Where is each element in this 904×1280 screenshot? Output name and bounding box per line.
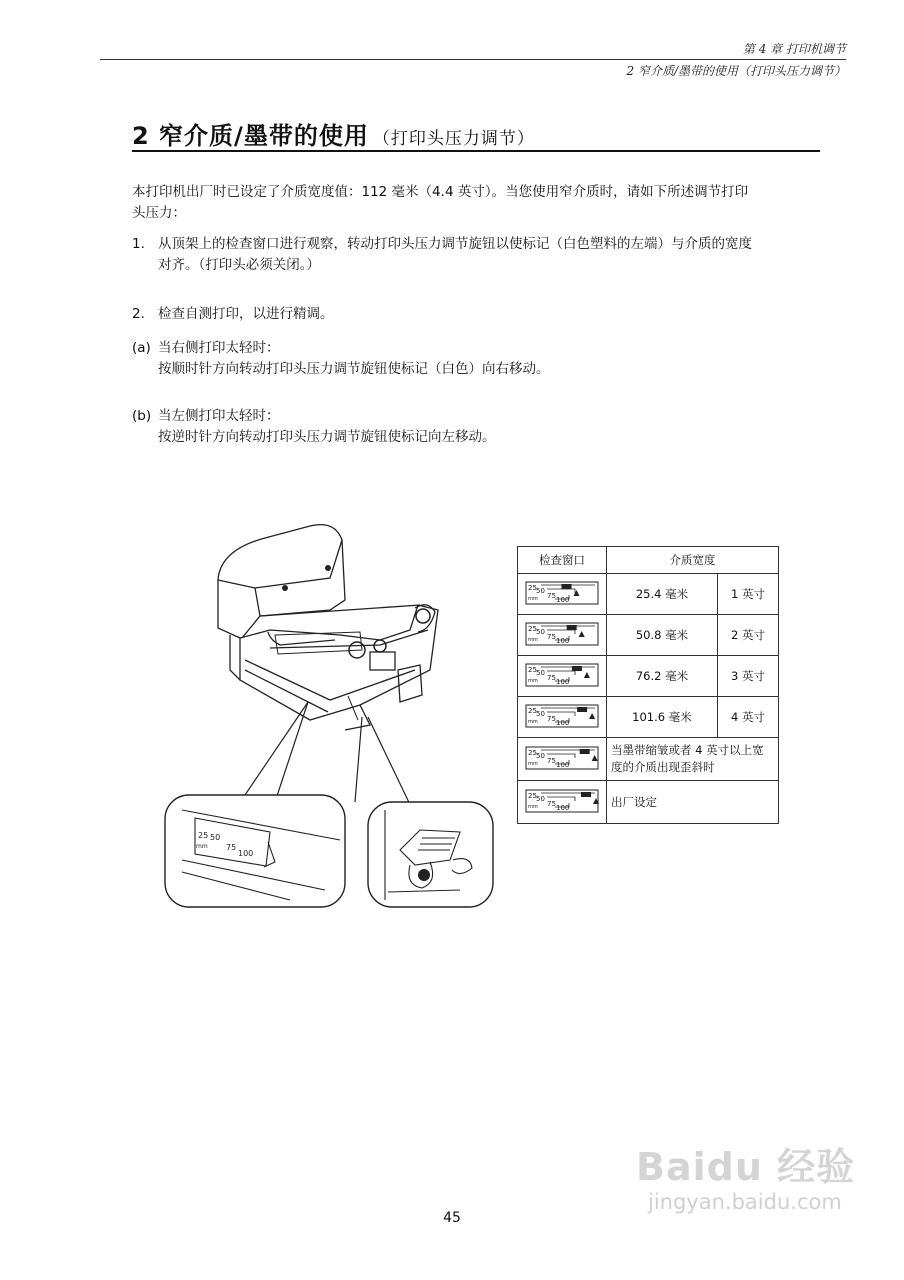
width-inch: 3 英寸: [717, 656, 778, 697]
step-text: 从顶架上的检查窗口进行观察，转动打印头压力调节旋钮以使标记（白色塑料的左端）与介质的宽度: [158, 236, 752, 252]
table-row: [518, 738, 779, 781]
svg-text:mm: mm: [528, 718, 538, 725]
detail-scale-75: 75: [226, 843, 237, 852]
svg-text:75: 75: [547, 591, 556, 600]
detail-scale-100: 100: [238, 849, 254, 858]
table-row: [518, 697, 779, 738]
svg-text:100: 100: [556, 760, 570, 769]
table-row: [518, 781, 779, 824]
svg-text:mm: mm: [528, 803, 538, 810]
svg-text:75: 75: [547, 714, 556, 723]
svg-text:75: 75: [547, 756, 556, 765]
svg-text:25: 25: [528, 706, 537, 715]
width-mm: 76.2 毫米: [607, 656, 718, 697]
svg-text:50: 50: [536, 709, 545, 718]
section-title: [132, 116, 535, 151]
substep-text-cont: 按顺时针方向转动打印头压力调节旋钮使标记（白色）向右移动。: [158, 361, 550, 377]
media-width-table: [517, 546, 779, 824]
check-window-icon: [525, 704, 599, 728]
check-window-icon: [525, 622, 599, 646]
svg-text:50: 50: [536, 668, 545, 677]
svg-text:mm: mm: [528, 636, 538, 643]
check-window-icon: [525, 581, 599, 605]
svg-text:50: 50: [536, 794, 545, 803]
svg-text:100: 100: [556, 636, 570, 645]
check-window-icon: [525, 789, 599, 813]
check-window-icon: [525, 746, 599, 770]
svg-text:25: 25: [528, 624, 537, 633]
width-inch: 4 英寸: [717, 697, 778, 738]
printer-mechanism-illustration: [160, 520, 500, 915]
substep-number: (b): [132, 408, 152, 424]
substep-text-cont: 按逆时针方向转动打印头压力调节旋钮使标记向左移动。: [158, 429, 496, 445]
table-row: [518, 615, 779, 656]
detail-scale-unit: mm: [196, 843, 208, 850]
substep-b: [132, 406, 496, 448]
step-1: [132, 234, 852, 276]
width-inch: 2 英寸: [717, 615, 778, 656]
step-text-cont: 对齐。（打印头必须关闭。）: [158, 257, 320, 273]
svg-text:100: 100: [556, 677, 570, 686]
width-mm: 25.4 毫米: [607, 574, 718, 615]
special-note: 当墨带缩皱或者 4 英寸以上宽度的介质出现歪斜时: [607, 738, 779, 781]
running-header-chapter: 第 4 章 打印机调节: [742, 42, 846, 56]
col-header-width: 介质宽度: [607, 547, 779, 574]
svg-text:50: 50: [536, 627, 545, 636]
header-rule: [100, 59, 846, 60]
intro-line-1: 本打印机出厂时已设定了介质宽度值：112 毫米（4.4 英寸）。当您使用窄介质时，请如下所述调节打印: [132, 184, 749, 200]
svg-text:25: 25: [528, 665, 537, 674]
running-header-section: 2 窄介质/墨带的使用（打印头压力调节）: [626, 64, 846, 78]
svg-text:25: 25: [528, 583, 537, 592]
col-header-window: 检查窗口: [518, 547, 607, 574]
section-title-sub: （打印头压力调节）: [372, 129, 535, 149]
width-mm: 50.8 毫米: [607, 615, 718, 656]
detail-scale-25: 25: [198, 831, 209, 840]
step-number: 1.: [132, 236, 145, 252]
section-title-main: 2 窄介质/墨带的使用: [132, 122, 369, 150]
step-number: 2.: [132, 306, 145, 322]
substep-a: [132, 338, 550, 380]
svg-text:75: 75: [547, 673, 556, 682]
watermark-logo: Baidu 经验: [636, 1145, 856, 1189]
width-mm: 101.6 毫米: [607, 697, 718, 738]
svg-text:mm: mm: [528, 595, 538, 602]
watermark-url: jingyan.baidu.com: [648, 1190, 842, 1214]
intro-line-2: 头压力：: [132, 205, 186, 221]
svg-text:50: 50: [536, 751, 545, 760]
factory-setting-note: 出厂设定: [607, 781, 779, 824]
table-row: [518, 656, 779, 697]
substep-text: 当左侧打印太轻时：: [158, 408, 280, 424]
width-inch: 1 英寸: [717, 574, 778, 615]
svg-text:100: 100: [556, 803, 570, 812]
svg-text:mm: mm: [528, 760, 538, 767]
svg-text:25: 25: [528, 748, 537, 757]
svg-text:mm: mm: [528, 677, 538, 684]
page-number: 45: [443, 1210, 461, 1226]
substep-number: (a): [132, 340, 151, 356]
svg-text:75: 75: [547, 799, 556, 808]
svg-text:25: 25: [528, 791, 537, 800]
check-window-icon: [525, 663, 599, 687]
svg-text:50: 50: [536, 586, 545, 595]
intro-paragraph: [132, 182, 832, 224]
svg-text:100: 100: [556, 718, 570, 727]
table-row: [518, 574, 779, 615]
title-rule: [132, 150, 820, 152]
svg-text:100: 100: [556, 595, 570, 604]
substep-text: 当右侧打印太轻时：: [158, 340, 280, 356]
step-text: 检查自测打印，以进行精调。: [158, 306, 334, 322]
step-2: [132, 304, 334, 325]
svg-text:75: 75: [547, 632, 556, 641]
detail-scale-50: 50: [210, 833, 221, 842]
